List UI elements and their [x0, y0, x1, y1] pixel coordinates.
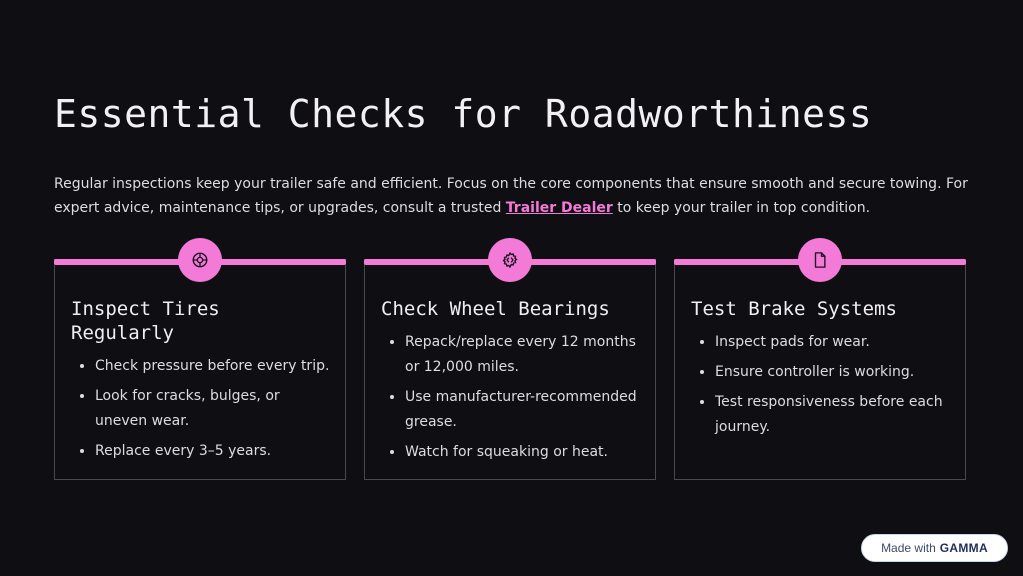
list-item: • Repack/replace every 12 months or 12,000 miles. [405, 330, 643, 380]
badge-prefix: Made with [881, 541, 936, 555]
card-checklist [381, 330, 643, 470]
gear-code-icon [501, 251, 519, 269]
list-item: • Inspect pads for wear. [715, 330, 953, 355]
card-title: Inspect Tires Regularly [71, 298, 220, 344]
card-checklist [71, 354, 333, 469]
card-check-wheel-bearings [364, 259, 656, 480]
list-item: • Watch for squeaking or heat. [405, 440, 643, 465]
card-checklist [691, 330, 953, 445]
intro-text-end: to keep your trailer in top condition. [612, 200, 871, 216]
trailer-dealer-link[interactable]: Trailer Dealer [505, 200, 613, 216]
card-icon-badge [488, 238, 532, 282]
document-icon [811, 251, 829, 269]
tire-icon [191, 251, 209, 269]
list-item: • Test responsiveness before each journey. [715, 390, 953, 440]
gamma-logo: GAMMA [939, 541, 988, 555]
list-item: • Replace every 3–5 years. [95, 439, 333, 464]
page-title: Essential Checks for Roadworthiness [54, 92, 873, 136]
list-item: • Use manufacturer-recommended grease. [405, 385, 643, 435]
card-inspect-tires [54, 259, 346, 480]
made-with-gamma-badge[interactable] [861, 534, 1008, 562]
card-title: Test Brake Systems [691, 298, 897, 320]
card-test-brake-systems [674, 259, 966, 480]
card-icon-badge [798, 238, 842, 282]
list-item: • Look for cracks, bulges, or uneven wear. [95, 384, 333, 434]
card-title: Check Wheel Bearings [381, 298, 610, 320]
intro-text-start: Regular inspections keep your trailer safe and efficient. Focus on the core components that ensure smooth and secure towing. For expert advice, maintenance tips, or upgrades, consult a trusted [54, 176, 968, 216]
list-item: • Check pressure before every trip. [95, 354, 333, 379]
card-icon-badge [178, 238, 222, 282]
intro-paragraph [54, 172, 974, 220]
list-item: • Ensure controller is working. [715, 360, 953, 385]
